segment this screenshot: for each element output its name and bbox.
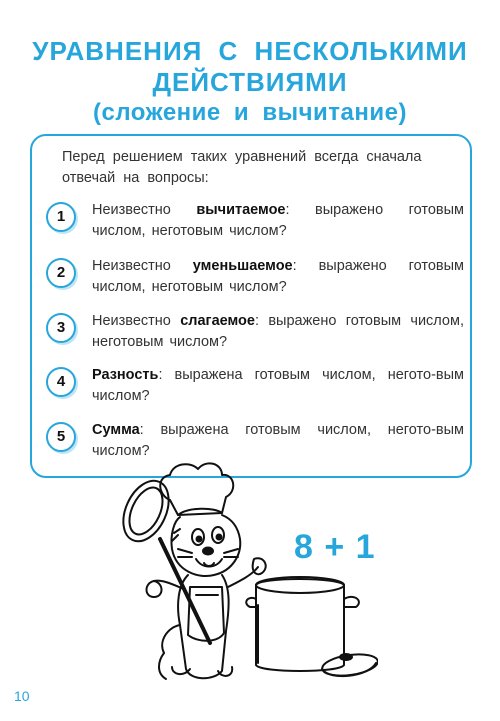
question-text: Неизвестно уменьшаемое: выражено готовым числом, неготовым числом? [92, 258, 464, 295]
question-number-badge: 5 [46, 422, 76, 452]
question-number-badge: 1 [46, 202, 76, 232]
question-text: Неизвестно вычитаемое: выражено готовым числом, неготовым числом? [92, 202, 464, 239]
question-number-badge: 3 [46, 313, 76, 343]
question-item-3 [46, 312, 466, 358]
question-text: Сумма: выражена готовым числом, негото-вым числом? [92, 422, 464, 459]
question-item-4 [46, 366, 466, 412]
question-number-badge: 2 [46, 258, 76, 288]
title-subtitle: (сложение и вычитание) [93, 99, 407, 126]
pot-lid-icon [321, 651, 378, 679]
question-term: вычитаемое [196, 202, 286, 218]
cat-chef-illustration [118, 455, 378, 690]
question-text: Неизвестно слагаемое: выражено готовым числом, неготовым числом? [92, 313, 464, 350]
equation-label: 8 + 1 [294, 528, 376, 566]
question-term: уменьшаемое [192, 258, 293, 274]
title-line-1: УРАВНЕНИЯ С НЕСКОЛЬКИМИ [32, 36, 468, 66]
question-term: Разность [92, 367, 159, 383]
question-item-2 [46, 257, 466, 303]
page-number: 10 [14, 688, 30, 704]
question-text: Разность: выражена готовым числом, негото-вым числом? [92, 367, 464, 404]
chef-hat-icon [160, 463, 233, 515]
title-line-2: ДЕЙСТВИЯМИ [152, 67, 348, 97]
question-term: слагаемое [180, 313, 255, 329]
cat-head-icon [171, 515, 240, 576]
question-item-1 [46, 201, 466, 247]
question-number-badge: 4 [46, 367, 76, 397]
page-title [0, 36, 500, 128]
question-term: Сумма [92, 422, 140, 438]
intro-text: Перед решением таких уравнений всегда сначала отвечай на вопросы: [62, 149, 422, 186]
